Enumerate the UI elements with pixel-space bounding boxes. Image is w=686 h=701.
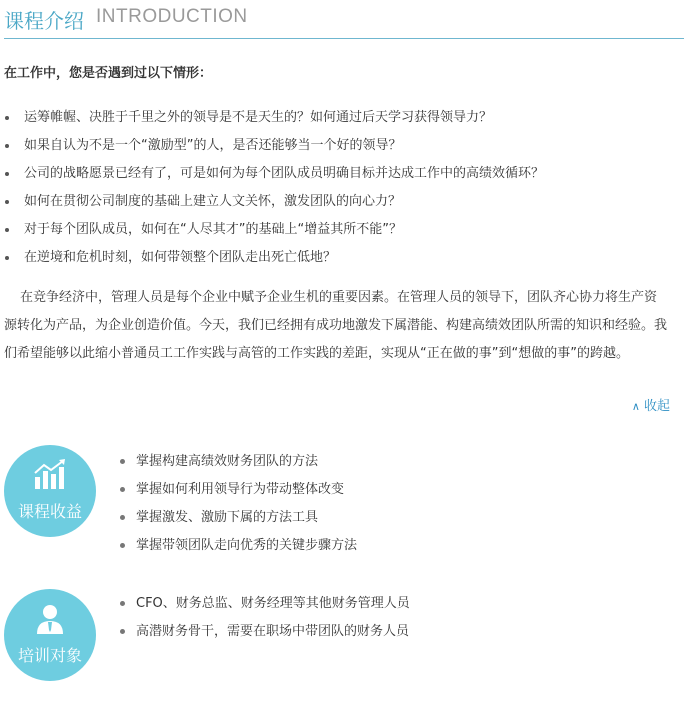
benefits-badge (4, 445, 96, 537)
collapse-label: 收起 (643, 399, 670, 414)
section-title-en: INTRODUCTION (96, 6, 248, 27)
list-item: 掌握构建高绩效财务团队的方法 (116, 448, 357, 476)
list-item: 高潜财务骨干，需要在职场中带团队的财务人员 (116, 618, 410, 646)
scenario-list (4, 104, 684, 272)
list-item: 如果自认为不是一个“激励型”的人，是否还能够当一个好的领导？ (4, 132, 684, 160)
benefits-badge-label: 课程收益 (17, 502, 82, 521)
list-item: CFO、财务总监、财务经理等其他财务管理人员 (116, 590, 410, 618)
intro-question: 在工作中，您是否遇到过以下情形： (4, 66, 213, 81)
list-item: 掌握激发、激励下属的方法工具 (116, 504, 357, 532)
list-item: 在逆境和危机时刻，如何带领整个团队走出死亡低地？ (4, 244, 684, 272)
audience-badge-label: 培训对象 (17, 646, 82, 665)
section-title-cn: 课程介绍 (4, 9, 84, 33)
list-item: 运筹帷幄、决胜于千里之外的领导是不是天生的？如何通过后天学习获得领导力？ (4, 104, 684, 132)
growth-chart-icon (32, 459, 68, 491)
person-icon (35, 603, 65, 635)
list-item: 如何在贯彻公司制度的基础上建立人文关怀，激发团队的向心力？ (4, 188, 684, 216)
chevron-up-icon: ∧ (631, 400, 640, 413)
intro-paragraph: 在竞争经济中，管理人员是每个企业中赋予企业生机的重要因素。在管理人员的领导下，团队齐心协力将生产资源转化为产品，为企业创造价值。今天，我们已经拥有成功地激发下属潜能、构建高绩效团队所需的知识和经验。我们希望能够以此缩小普通员工工作实践与高管的工作实践的差距，实现从“正在做的事”到“想做的事”的跨越。 (4, 290, 668, 361)
collapse-button[interactable] (632, 395, 670, 414)
audience-badge (4, 589, 96, 681)
list-item: 掌握如何利用领导行为带动整体改变 (116, 476, 357, 504)
list-item: 掌握带领团队走向优秀的关键步骤方法 (116, 532, 357, 560)
audience-list (116, 590, 410, 646)
list-item: 对于每个团队成员，如何在“人尽其才”的基础上“增益其所不能”？ (4, 216, 684, 244)
section-header (4, 2, 684, 39)
list-item: 公司的战略愿景已经有了，可是如何为每个团队成员明确目标并达成工作中的高绩效循环？ (4, 160, 684, 188)
benefits-list (116, 448, 357, 560)
